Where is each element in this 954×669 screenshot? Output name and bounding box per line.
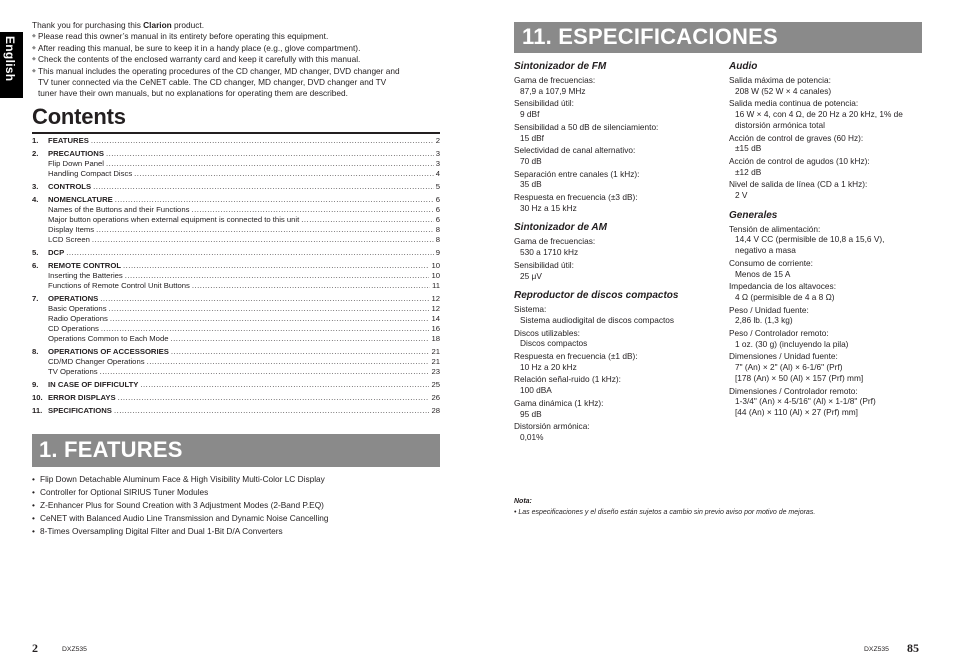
toc-entry-title: Handling Compact Discs: [48, 169, 133, 178]
spec-label: Distorsión armónica:: [514, 421, 590, 432]
toc-entry: [32, 149, 440, 159]
intro-bullet: ◆ After reading this manual, be sure to keep it in a handy place (e.g., glove compartment).: [32, 43, 442, 54]
toc-entry-title: OPERATIONS OF ACCESSORIES: [48, 347, 169, 356]
toc-entry-title: Functions of Remote Control Unit Buttons: [48, 281, 190, 290]
spec-value: 15 dBf: [520, 132, 544, 143]
spec-label: Sistema:: [514, 304, 547, 315]
specs-column-b: [729, 60, 929, 418]
toc-entry-number: 3.: [32, 182, 39, 191]
toc-entry: [32, 261, 440, 271]
toc-entry: [32, 195, 440, 205]
toc-subentry: [32, 324, 440, 334]
spec-label: Peso / Unidad fuente:: [729, 304, 809, 315]
toc-leader-dots: [96, 225, 434, 235]
toc-leader-dots: [115, 195, 434, 205]
toc-subentry: [32, 281, 440, 291]
feature-item: • 8-Times Oversampling Digital Filter and Dual 1-Bit D/A Converters: [32, 525, 452, 538]
features-title: 1. FEATURES: [39, 437, 183, 462]
toc-entry-title: Flip Down Panel: [48, 159, 104, 168]
spec-value: 1 oz. (30 g) (incluyendo la pila): [735, 338, 849, 349]
language-tab-label: English: [3, 36, 17, 82]
toc-leader-dots: [140, 380, 429, 390]
features-list: [32, 473, 452, 538]
left-page-number: 2: [32, 641, 38, 655]
toc-entry-page: 16: [431, 324, 440, 333]
brand-name: Clarion: [143, 20, 172, 30]
spec-value: 87,9 a 107,9 MHz: [520, 85, 586, 96]
toc-entry-title: Radio Operations: [48, 314, 108, 323]
spec-value: Menos de 15 A: [735, 268, 791, 279]
spec-label: Relación señal-ruido (1 kHz):: [514, 374, 621, 385]
feature-item: • Controller for Optional SIRIUS Tuner Modules: [32, 486, 452, 499]
spec-value: 530 a 1710 kHz: [520, 247, 579, 258]
toc-entry: [32, 182, 440, 192]
table-of-contents: [32, 136, 440, 416]
toc-entry-title: LCD Screen: [48, 235, 90, 244]
note-title: Nota:: [514, 498, 532, 505]
toc-entry-title: FEATURES: [48, 136, 89, 145]
toc-entry: [32, 406, 440, 416]
toc-subentry: [32, 334, 440, 344]
intro-lead: [32, 20, 442, 31]
intro-continuation: tuner have their own manuals, but no explanations for operating them are described.: [38, 88, 348, 99]
toc-entry-title: PRECAUTIONS: [48, 149, 104, 158]
spec-value: Sistema audiodigital de discos compactos: [520, 314, 675, 325]
toc-entry-page: 18: [431, 334, 440, 343]
spec-value: 2,86 lb. (1,3 kg): [735, 315, 793, 326]
toc-entry: [32, 248, 440, 258]
toc-leader-dots: [301, 215, 433, 225]
spec-label: Tensión de alimentación:: [729, 223, 821, 234]
toc-subentry: [32, 271, 440, 281]
toc-entry-number: 4.: [32, 195, 39, 204]
right-model-code: DXZ535: [864, 646, 889, 653]
right-page-number: 85: [907, 641, 919, 655]
left-model-code: DXZ535: [62, 646, 87, 653]
toc-entry-page: 6: [435, 195, 440, 204]
toc-subentry: [32, 357, 440, 367]
toc-subentry: [32, 367, 440, 377]
intro-bullet: ◆ Check the contents of the enclosed warranty card and keep it carefully with this manual.: [32, 54, 442, 65]
toc-subentry: [32, 235, 440, 245]
toc-entry-page: 4: [435, 169, 440, 178]
toc-leader-dots: [110, 314, 430, 324]
spec-label: Respuesta en frecuencia (±1 dB):: [514, 351, 638, 362]
toc-entry-title: Major button operations when external equipment is connected to this unit: [48, 215, 300, 224]
toc-leader-dots: [147, 357, 430, 367]
toc-subentry: [32, 314, 440, 324]
toc-leader-dots: [109, 304, 430, 314]
toc-leader-dots: [171, 334, 430, 344]
toc-entry: [32, 347, 440, 357]
toc-entry-number: 2.: [32, 149, 39, 158]
spec-value: [178 (An) × 50 (Al) × 157 (Prf) mm]: [735, 372, 864, 383]
toc-entry-page: 28: [431, 406, 440, 415]
toc-entry-title: Display Items: [48, 225, 95, 234]
toc-subentry: [32, 159, 440, 169]
spec-value: 10 Hz a 20 kHz: [520, 361, 577, 372]
toc-leader-dots: [91, 136, 434, 146]
spec-value: negativo a masa: [735, 245, 796, 256]
toc-leader-dots: [100, 294, 429, 304]
toc-entry-page: 10: [431, 261, 440, 270]
spec-value: 2 V: [735, 190, 748, 201]
toc-entry-number: 5.: [32, 248, 39, 257]
spec-label: Discos utilizables:: [514, 327, 580, 338]
spec-label: Selectividad de canal alternativo:: [514, 145, 636, 156]
spec-section-heading: Sintonizador de FM: [514, 61, 607, 72]
spec-label: Gama de frecuencias:: [514, 236, 596, 247]
spec-value: 7" (An) × 2" (Al) × 6-1/6" (Prf): [735, 362, 843, 373]
toc-entry-number: 6.: [32, 261, 39, 270]
toc-entry-title: NOMENCLATURE: [48, 195, 113, 204]
spec-label: Salida media continua de potencia:: [729, 98, 859, 109]
toc-entry: [32, 136, 440, 146]
toc-entry-page: 6: [435, 215, 440, 224]
toc-entry-page: 3: [435, 159, 440, 168]
specs-column-a: [514, 60, 724, 443]
toc-entry-title: IN CASE OF DIFFICULTY: [48, 380, 139, 389]
toc-entry: [32, 294, 440, 304]
toc-entry-page: 10: [431, 271, 440, 280]
language-tab: [0, 32, 23, 98]
toc-entry-page: 8: [435, 235, 440, 244]
spec-value: 9 dBf: [520, 109, 540, 120]
toc-entry-title: DCP: [48, 248, 65, 257]
toc-entry-title: Basic Operations: [48, 304, 107, 313]
spec-value: 30 Hz a 15 kHz: [520, 202, 577, 213]
spec-value: ±15 dB: [735, 143, 762, 154]
toc-leader-dots: [100, 367, 430, 377]
toc-entry-number: 1.: [32, 136, 39, 145]
spec-label: Salida máxima de potencia:: [729, 75, 831, 85]
spec-label: Separación entre canales (1 kHz):: [514, 168, 640, 179]
intro-bullet: ◆ This manual includes the operating procedures of the CD changer, MD changer, DVD changer and: [32, 66, 442, 77]
spec-value: 100 dBA: [520, 385, 552, 396]
feature-item: • Z-Enhancer Plus for Sound Creation with 3 Adjustment Modes (2-Band P.EQ): [32, 499, 452, 512]
toc-entry-title: CD/MD Changer Operations: [48, 357, 145, 366]
spec-label: Acción de control de agudos (10 kHz):: [729, 155, 870, 166]
toc-entry-title: Operations Common to Each Mode: [48, 334, 169, 343]
spec-value: 14,4 V CC (permisible de 10,8 a 15,6 V),: [735, 234, 885, 245]
spec-value: 208 W (52 W × 4 canales): [735, 85, 832, 96]
spec-value: Discos compactos: [520, 338, 588, 349]
toc-leader-dots: [134, 169, 434, 179]
toc-entry-page: 26: [431, 393, 440, 402]
toc-entry-title: Names of the Buttons and their Functions: [48, 205, 190, 214]
spec-label: Dimensiones / Controlador remoto:: [729, 385, 858, 396]
toc-entry-title: SPECIFICATIONS: [48, 406, 112, 415]
spec-value: 4 Ω (permisible de 4 a 8 Ω): [735, 291, 835, 302]
toc-leader-dots: [118, 393, 430, 403]
toc-entry-title: ERROR DISPLAYS: [48, 393, 116, 402]
toc-subentry: [32, 215, 440, 225]
toc-entry-page: 5: [435, 182, 440, 191]
spec-section-gap: [514, 213, 724, 221]
toc-entry-page: 8: [435, 225, 440, 234]
toc-entry-number: 9.: [32, 380, 39, 389]
intro-lead-post: product.: [171, 20, 205, 30]
spec-label: Sensibilidad a 50 dB de silenciamiento:: [514, 121, 659, 132]
toc-leader-dots: [171, 347, 430, 357]
toc-entry-page: 21: [431, 357, 440, 366]
specs-banner: [514, 22, 922, 53]
spec-label: Sensibilidad útil:: [514, 259, 574, 270]
spec-label: Dimensiones / Unidad fuente:: [729, 351, 838, 362]
spec-label: Consumo de corriente:: [729, 257, 813, 268]
toc-leader-dots: [114, 406, 430, 416]
contents-rule: [32, 132, 440, 134]
toc-subentry: [32, 205, 440, 215]
toc-entry-page: 23: [431, 367, 440, 376]
spec-label: Respuesta en frecuencia (±3 dB):: [514, 192, 638, 203]
toc-entry-number: 11.: [32, 406, 43, 415]
spec-value: 35 dB: [520, 179, 542, 190]
specs-title: 11. ESPECIFICACIONES: [522, 24, 778, 49]
toc-entry-page: 11: [432, 281, 440, 290]
toc-leader-dots: [191, 205, 433, 215]
spec-section-heading: Sintonizador de AM: [514, 222, 607, 234]
spec-label: Nivel de salida de línea (CD a 1 kHz):: [729, 179, 868, 190]
spec-label: Impedancia de los altavoces:: [729, 281, 837, 292]
note-text: • Las especificaciones y el diseño están sujetos a cambio sin previo aviso por motivo de mejoras.: [514, 509, 816, 516]
toc-leader-dots: [66, 248, 433, 258]
toc-entry-title: OPERATIONS: [48, 294, 99, 303]
intro-lead-pre: Thank you for purchasing this: [32, 20, 144, 30]
spec-section-gap: [514, 281, 724, 289]
toc-leader-dots: [125, 271, 430, 281]
spec-label: Sensibilidad útil:: [514, 98, 574, 109]
feature-item: • Flip Down Detachable Aluminum Face & High Visibility Multi-Color LC Display: [32, 473, 452, 486]
toc-entry: [32, 393, 440, 403]
toc-entry-number: 7.: [32, 294, 39, 303]
toc-leader-dots: [101, 324, 430, 334]
toc-entry-page: 6: [435, 205, 440, 214]
spec-value: 70 dB: [520, 155, 542, 166]
intro-continuation: TV tuner connected via the CeNET cable. The CD changer, MD changer, DVD changer and TV: [38, 77, 387, 88]
toc-leader-dots: [92, 235, 434, 245]
features-banner: [32, 434, 440, 467]
spec-section-heading: Audio: [729, 61, 758, 72]
spec-value: distorsión armónica total: [735, 119, 825, 130]
toc-entry-page: 9: [435, 248, 440, 257]
spec-value: [44 (An) × 110 (Al) × 27 (Prf) mm]: [735, 406, 858, 417]
toc-entry-title: CONTROLS: [48, 182, 92, 191]
toc-entry-number: 10.: [32, 393, 43, 402]
toc-entry-page: 12: [431, 304, 440, 313]
toc-entry-page: 21: [431, 347, 440, 356]
contents-title: Contents: [32, 104, 126, 129]
toc-leader-dots: [106, 149, 434, 159]
toc-subentry: [32, 225, 440, 235]
toc-subentry: [32, 304, 440, 314]
spec-value: 16 W × 4, con 4 Ω, de 20 Hz a 20 kHz, 1% de: [735, 109, 903, 120]
toc-subentry: [32, 169, 440, 179]
spec-section-gap: [729, 201, 929, 209]
toc-leader-dots: [93, 182, 434, 192]
spec-section-heading: Reproductor de discos compactos: [514, 290, 679, 302]
spec-label: Peso / Controlador remoto:: [729, 328, 829, 339]
toc-entry-title: CD Operations: [48, 324, 99, 333]
spec-label: Gama de frecuencias:: [514, 75, 596, 85]
toc-entry-number: 8.: [32, 347, 39, 356]
toc-entry-title: REMOTE CONTROL: [48, 261, 122, 270]
toc-entry-page: 12: [431, 294, 440, 303]
note: [514, 496, 924, 518]
intro-bullet: ◆ Please read this owner’s manual in its entirety before operating this equipment.: [32, 31, 442, 42]
feature-item: • CeNET with Balanced Audio Line Transmission and Dynamic Noise Cancelling: [32, 512, 452, 525]
toc-entry-title: TV Operations: [48, 367, 98, 376]
toc-leader-dots: [106, 159, 434, 169]
spec-value: 1-3/4" (An) × 4-5/16" (Al) × 1-1/8" (Prf): [735, 396, 876, 407]
spec-value: 95 dB: [520, 408, 542, 419]
toc-leader-dots: [192, 281, 430, 291]
spec-label: Gama dinámica (1 kHz):: [514, 397, 604, 408]
toc-entry-title: Inserting the Batteries: [48, 271, 123, 280]
toc-entry-page: 14: [431, 314, 440, 323]
spec-section-heading: Generales: [729, 209, 778, 221]
spec-value: ±12 dB: [735, 166, 762, 177]
spec-value: 25 μV: [520, 270, 542, 281]
toc-entry: [32, 380, 440, 390]
toc-entry-page: 25: [431, 380, 440, 389]
toc-entry-page: 3: [435, 149, 440, 158]
toc-entry-page: 2: [435, 136, 440, 145]
toc-leader-dots: [123, 261, 429, 271]
intro-text: [32, 20, 442, 100]
spec-value: 0,01%: [520, 431, 544, 442]
spec-label: Acción de control de graves (60 Hz):: [729, 132, 864, 143]
